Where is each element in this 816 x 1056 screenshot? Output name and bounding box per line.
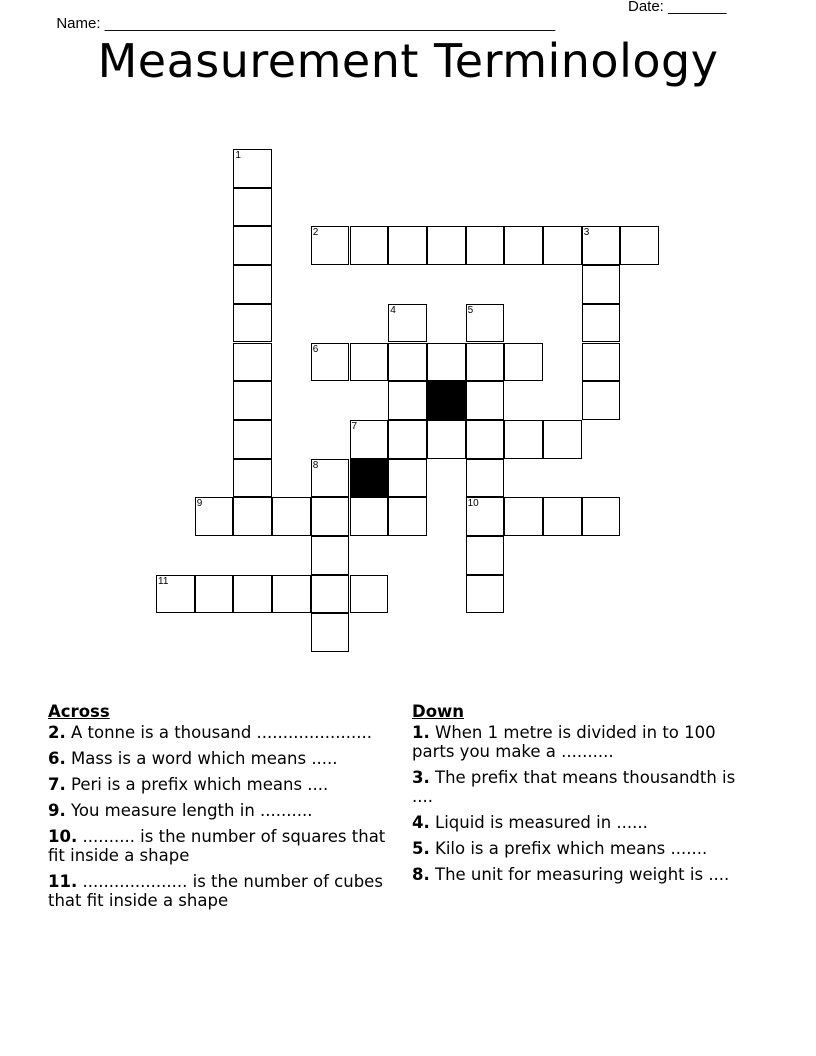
grid-cell[interactable] bbox=[272, 575, 311, 614]
grid-cell[interactable] bbox=[272, 497, 311, 536]
across-clues bbox=[48, 702, 388, 917]
grid-cell[interactable] bbox=[504, 343, 543, 382]
grid-cell[interactable] bbox=[582, 381, 621, 420]
across-clue bbox=[48, 827, 388, 865]
clue-text: Peri is a prefix which means .... bbox=[71, 775, 329, 794]
clue-number: 1. bbox=[412, 723, 430, 742]
across-clue bbox=[48, 801, 388, 820]
grid-cell[interactable] bbox=[350, 226, 389, 265]
clue-text: .......... is the number of squares that fit inside a shape bbox=[48, 827, 386, 865]
grid-cell[interactable] bbox=[466, 575, 505, 614]
clue-text: When 1 metre is divided in to 100 parts you make a .......... bbox=[412, 723, 716, 761]
grid-cell[interactable] bbox=[233, 226, 272, 265]
grid-cell[interactable] bbox=[543, 226, 582, 265]
cell-number: 5 bbox=[467, 304, 474, 316]
grid-cell[interactable] bbox=[311, 226, 350, 265]
grid-cell[interactable] bbox=[466, 420, 505, 459]
grid-cell[interactable] bbox=[233, 381, 272, 420]
grid-cell[interactable] bbox=[582, 226, 621, 265]
cell-number: 10 bbox=[467, 498, 479, 510]
clue-number: 7. bbox=[48, 775, 66, 794]
grid-cell[interactable] bbox=[311, 536, 350, 575]
clue-number: 5. bbox=[412, 839, 430, 858]
grid-cell[interactable] bbox=[388, 343, 427, 382]
clue-text: .................... is the number of cubes that fit inside a shape bbox=[48, 872, 383, 910]
across-clue bbox=[48, 723, 388, 742]
clue-text: A tonne is a thousand ...................... bbox=[71, 723, 372, 742]
grid-cell[interactable] bbox=[311, 459, 350, 498]
grid-cell[interactable] bbox=[466, 381, 505, 420]
grid-cell[interactable] bbox=[466, 459, 505, 498]
grid-cell[interactable] bbox=[156, 575, 195, 614]
grid-cell[interactable] bbox=[311, 497, 350, 536]
clue-number: 10. bbox=[48, 827, 78, 846]
clue-number: 2. bbox=[48, 723, 66, 742]
grid-cell[interactable] bbox=[388, 304, 427, 343]
grid-cell[interactable] bbox=[233, 265, 272, 304]
grid-cell[interactable] bbox=[233, 575, 272, 614]
grid-cell[interactable] bbox=[504, 497, 543, 536]
grid-cell[interactable] bbox=[543, 420, 582, 459]
across-clue bbox=[48, 749, 388, 768]
page-title: Measurement Terminology bbox=[97, 34, 719, 88]
cell-number: 11 bbox=[158, 575, 169, 587]
down-clue bbox=[412, 768, 752, 806]
clue-text: The prefix that means thousandth is .... bbox=[412, 768, 736, 806]
blocked-cell bbox=[350, 459, 389, 498]
grid-cell[interactable] bbox=[233, 459, 272, 498]
grid-cell[interactable] bbox=[388, 226, 427, 265]
grid-cell[interactable] bbox=[388, 381, 427, 420]
grid-cell[interactable] bbox=[388, 459, 427, 498]
cell-number: 4 bbox=[390, 304, 396, 316]
cell-number: 9 bbox=[196, 498, 203, 510]
grid-cell[interactable] bbox=[466, 226, 505, 265]
down-clue bbox=[412, 813, 752, 832]
grid-cell[interactable] bbox=[350, 420, 389, 459]
grid-cell[interactable] bbox=[466, 536, 505, 575]
grid-cell[interactable] bbox=[195, 575, 234, 614]
grid-cell[interactable] bbox=[466, 304, 505, 343]
grid-cell[interactable] bbox=[466, 343, 505, 382]
cell-number: 2 bbox=[312, 227, 319, 239]
grid-cell[interactable] bbox=[233, 343, 272, 382]
clue-number: 6. bbox=[48, 749, 66, 768]
date-field-label[interactable]: Date: _______ bbox=[628, 0, 727, 15]
grid-cell[interactable] bbox=[582, 304, 621, 343]
grid-cell[interactable] bbox=[543, 497, 582, 536]
down-clue bbox=[412, 865, 752, 884]
cell-number: 3 bbox=[583, 227, 590, 239]
grid-cell[interactable] bbox=[504, 420, 543, 459]
name-field-label[interactable]: Name: ______________________________________________________ bbox=[56, 15, 556, 32]
cell-number: 6 bbox=[312, 343, 319, 355]
cell-number: 1 bbox=[235, 150, 241, 161]
grid-cell[interactable] bbox=[582, 343, 621, 382]
clue-number: 8. bbox=[412, 865, 430, 884]
grid-cell[interactable] bbox=[311, 343, 350, 382]
grid-cell[interactable] bbox=[350, 497, 389, 536]
grid-cell[interactable] bbox=[388, 497, 427, 536]
blocked-cell bbox=[427, 381, 466, 420]
grid-cell[interactable] bbox=[582, 265, 621, 304]
down-clue bbox=[412, 723, 752, 761]
down-heading: Down bbox=[412, 702, 465, 721]
grid-cell[interactable] bbox=[195, 497, 234, 536]
across-heading: Across bbox=[48, 702, 110, 721]
clue-number: 3. bbox=[412, 768, 430, 787]
grid-cell[interactable] bbox=[311, 613, 350, 652]
grid-cell[interactable] bbox=[233, 149, 272, 188]
grid-cell[interactable] bbox=[233, 188, 272, 227]
grid-cell[interactable] bbox=[427, 420, 466, 459]
down-clue bbox=[412, 839, 752, 858]
grid-cell[interactable] bbox=[388, 420, 427, 459]
grid-cell[interactable] bbox=[466, 497, 505, 536]
across-clue bbox=[48, 775, 388, 794]
grid-cell[interactable] bbox=[620, 226, 659, 265]
grid-cell[interactable] bbox=[233, 304, 272, 343]
clue-number: 9. bbox=[48, 801, 66, 820]
clue-number: 11. bbox=[48, 872, 78, 891]
cell-number: 8 bbox=[312, 459, 319, 471]
down-clues bbox=[412, 702, 752, 891]
clue-number: 4. bbox=[412, 813, 430, 832]
cell-number: 7 bbox=[351, 420, 358, 432]
grid-cell[interactable] bbox=[311, 575, 350, 614]
grid-cell[interactable] bbox=[582, 497, 621, 536]
across-clue bbox=[48, 872, 388, 910]
clue-text: You measure length in .......... bbox=[71, 801, 313, 820]
grid-cell[interactable] bbox=[233, 420, 272, 459]
clue-text: Liquid is measured in ...... bbox=[435, 813, 648, 832]
grid-cell[interactable] bbox=[233, 497, 272, 536]
clue-text: The unit for measuring weight is .... bbox=[435, 865, 730, 884]
grid-cell[interactable] bbox=[350, 575, 389, 614]
clue-text: Mass is a word which means ..... bbox=[71, 749, 338, 768]
clue-text: Kilo is a prefix which means ....... bbox=[435, 839, 708, 858]
grid-cell[interactable] bbox=[427, 343, 466, 382]
grid-cell[interactable] bbox=[350, 343, 389, 382]
grid-cell[interactable] bbox=[427, 226, 466, 265]
grid-cell[interactable] bbox=[504, 226, 543, 265]
